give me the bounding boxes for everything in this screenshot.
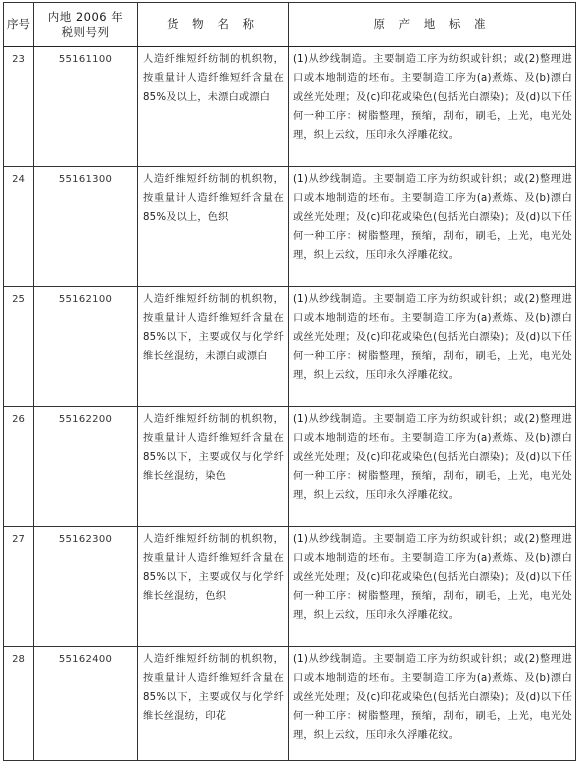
row-tariff-code: 55162100 (34, 287, 138, 407)
row-serial-number: 25 (4, 287, 34, 407)
header-serial-number: 序号 (4, 3, 34, 47)
row-goods-name: 人造纤维短纤纺制的机织物，按重量计人造纤维短纤含量在 85%以下，主要或仅与化学纤维长丝混纺，染色 (138, 407, 289, 527)
header-goods-name: 货 物 名 称 (138, 3, 289, 47)
row-tariff-code: 55162300 (34, 527, 138, 647)
table-row (4, 407, 576, 527)
origin-rules-table (3, 2, 576, 761)
row-goods-name: 人造纤维短纤纺制的机织物，按重量计人造纤维短纤含量在 85%及以上，未漂白或漂白 (138, 47, 289, 167)
row-serial-number: 27 (4, 527, 34, 647)
row-tariff-code: 55161300 (34, 167, 138, 287)
header-tariff-code: 内地 2006 年 税则号列 (34, 3, 138, 47)
row-origin-criteria: (1)从纱线制造。主要制造工序为纺织或针织；或(2)整理进口或本地制造的坯布。主要制造工序为(a)煮炼、及(b)漂白或丝光处理；及(c)印花或染色(包括光白漂染)；及(d)以下任何一种工序：树脂整理，预缩，刮布，刷毛，上光，电光处理，织上云纹，压印永久浮雕花纹。 (289, 647, 576, 761)
table-row (4, 167, 576, 287)
row-serial-number: 24 (4, 167, 34, 287)
table-row (4, 647, 576, 761)
row-origin-criteria: (1)从纱线制造。主要制造工序为纺织或针织；或(2)整理进口或本地制造的坯布。主要制造工序为(a)煮炼、及(b)漂白或丝光处理；及(c)印花或染色(包括光白漂染)；及(d)以下任何一种工序：树脂整理，预缩，刮布，刷毛，上光，电光处理，织上云纹，压印永久浮雕花纹。 (289, 407, 576, 527)
row-tariff-code: 55162200 (34, 407, 138, 527)
row-goods-name: 人造纤维短纤纺制的机织物，按重量计人造纤维短纤含量在 85%以下，主要或仅与化学纤维长丝混纺，色织 (138, 527, 289, 647)
row-serial-number: 26 (4, 407, 34, 527)
table-header-row (4, 3, 576, 47)
row-origin-criteria: (1)从纱线制造。主要制造工序为纺织或针织；或(2)整理进口或本地制造的坯布。主要制造工序为(a)煮炼、及(b)漂白或丝光处理；及(c)印花或染色(包括光白漂染)；及(d)以下任何一种工序：树脂整理，预缩，刮布，刷毛，上光，电光处理，织上云纹，压印永久浮雕花纹。 (289, 47, 576, 167)
row-tariff-code: 55161100 (34, 47, 138, 167)
table-row (4, 47, 576, 167)
row-goods-name: 人造纤维短纤纺制的机织物，按重量计人造纤维短纤含量在 85%以下，主要或仅与化学纤维长丝混纺，未漂白或漂白 (138, 287, 289, 407)
row-tariff-code: 55162400 (34, 647, 138, 761)
row-serial-number: 28 (4, 647, 34, 761)
row-origin-criteria: (1)从纱线制造。主要制造工序为纺织或针织；或(2)整理进口或本地制造的坯布。主要制造工序为(a)煮炼、及(b)漂白或丝光处理；及(c)印花或染色(包括光白漂染)；及(d)以下任何一种工序：树脂整理，预缩，刮布，刷毛，上光，电光处理，织上云纹，压印永久浮雕花纹。 (289, 287, 576, 407)
row-serial-number: 23 (4, 47, 34, 167)
table-row (4, 527, 576, 647)
row-goods-name: 人造纤维短纤纺制的机织物，按重量计人造纤维短纤含量在 85%及以上，色织 (138, 167, 289, 287)
row-goods-name: 人造纤维短纤纺制的机织物，按重量计人造纤维短纤含量在 85%以下，主要或仅与化学纤维长丝混纺，印花 (138, 647, 289, 761)
header-origin-criteria: 原 产 地 标 准 (289, 3, 576, 47)
row-origin-criteria: (1)从纱线制造。主要制造工序为纺织或针织；或(2)整理进口或本地制造的坯布。主要制造工序为(a)煮炼、及(b)漂白或丝光处理；及(c)印花或染色(包括光白漂染)；及(d)以下任何一种工序：树脂整理，预缩，刮布，刷毛，上光，电光处理，织上云纹，压印永久浮雕花纹。 (289, 167, 576, 287)
table-row (4, 287, 576, 407)
row-origin-criteria: (1)从纱线制造。主要制造工序为纺织或针织；或(2)整理进口或本地制造的坯布。主要制造工序为(a)煮炼、及(b)漂白或丝光处理；及(c)印花或染色(包括光白漂染)；及(d)以下任何一种工序：树脂整理，预缩，刮布，刷毛，上光，电光处理，织上云纹，压印永久浮雕花纹。 (289, 527, 576, 647)
